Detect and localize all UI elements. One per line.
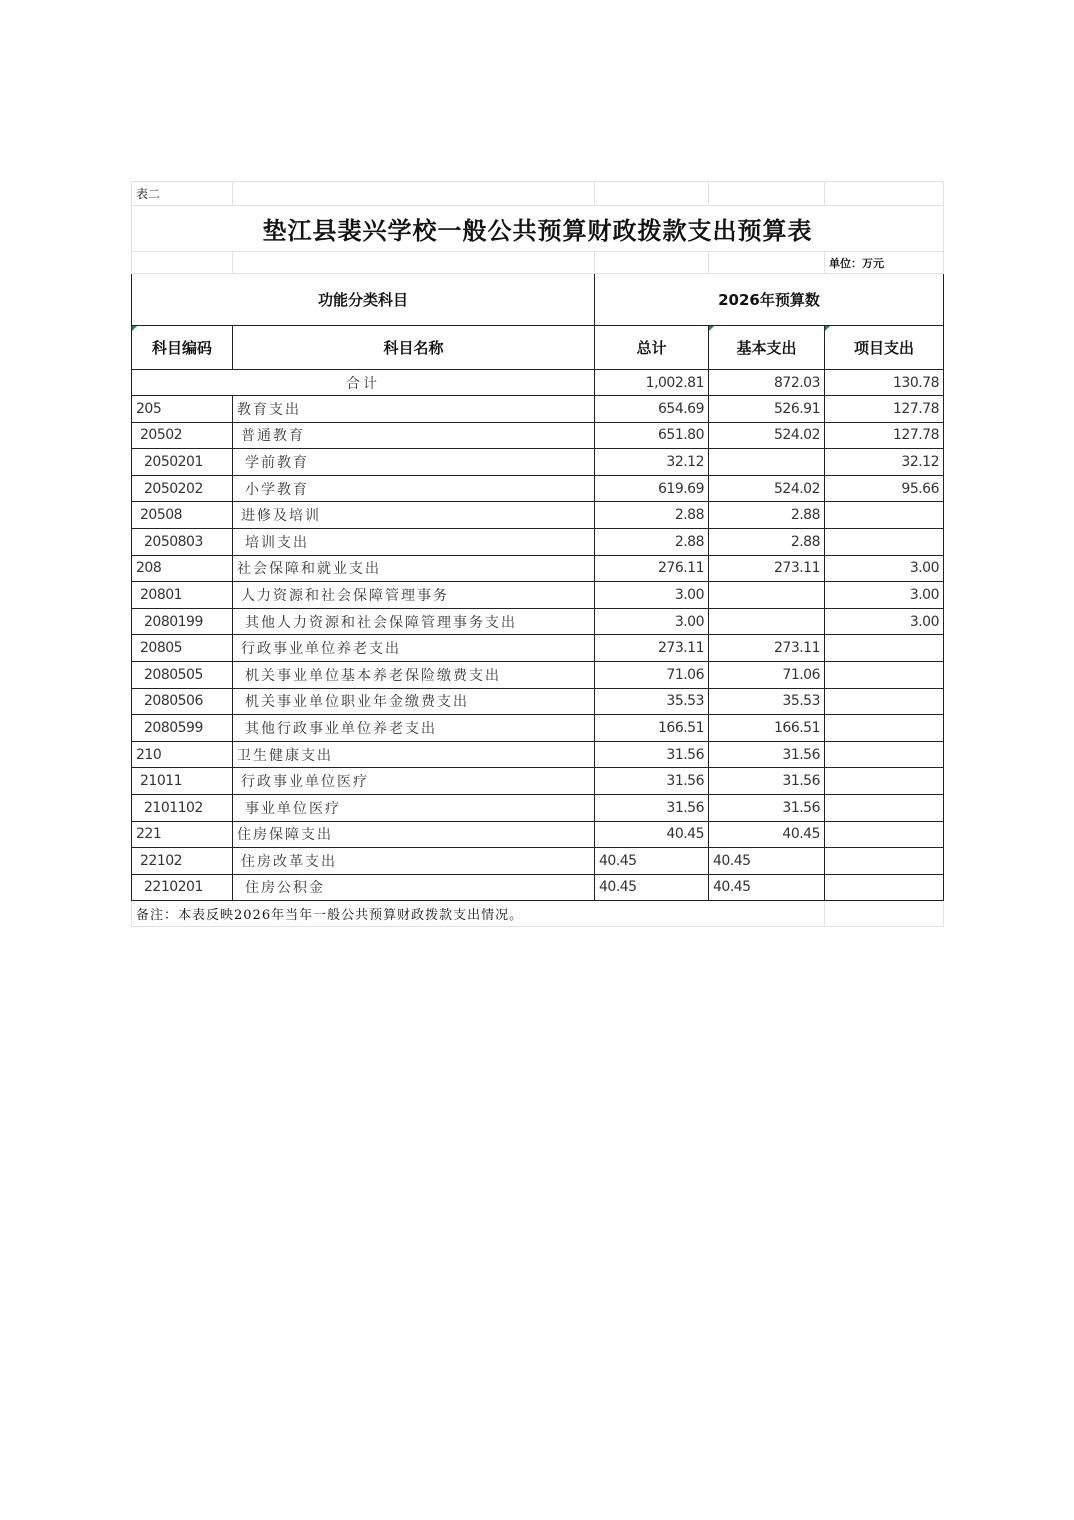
row-code: 2080599 <box>132 715 233 742</box>
table-row <box>132 582 944 609</box>
row-total: 3.00 <box>595 608 709 635</box>
row-code: 210 <box>132 741 233 768</box>
row-name: 机关事业单位基本养老保险缴费支出 <box>233 661 595 688</box>
row-basic: 273.11 <box>709 555 825 582</box>
row-basic: 526.91 <box>709 396 825 423</box>
row-total: 35.53 <box>595 688 709 715</box>
table-row <box>132 396 944 423</box>
row-total: 651.80 <box>595 422 709 449</box>
row-basic: 40.45 <box>709 848 825 875</box>
header-func-category: 功能分类科目 <box>132 274 595 326</box>
header-project: 项目支出 <box>825 326 944 370</box>
row-total: 276.11 <box>595 555 709 582</box>
header-name: 科目名称 <box>233 326 595 370</box>
row-total: 31.56 <box>595 768 709 795</box>
row-project <box>825 874 944 901</box>
title-row <box>132 206 944 252</box>
budget-rows <box>132 396 944 901</box>
row-code: 20805 <box>132 635 233 662</box>
table-row <box>132 528 944 555</box>
table-row <box>132 848 944 875</box>
row-code: 22102 <box>132 848 233 875</box>
row-basic: 40.45 <box>709 874 825 901</box>
row-code: 2080506 <box>132 688 233 715</box>
header-code: 科目编码 <box>132 326 233 370</box>
table-row <box>132 874 944 901</box>
row-total: 3.00 <box>595 582 709 609</box>
row-project <box>825 635 944 662</box>
row-basic: 524.02 <box>709 475 825 502</box>
row-project: 127.78 <box>825 396 944 423</box>
row-project: 3.00 <box>825 555 944 582</box>
row-name: 事业单位医疗 <box>233 794 595 821</box>
row-project: 127.78 <box>825 422 944 449</box>
header-row-2 <box>132 326 944 370</box>
row-total: 31.56 <box>595 741 709 768</box>
row-project <box>825 848 944 875</box>
row-basic: 31.56 <box>709 794 825 821</box>
row-total: 40.45 <box>595 874 709 901</box>
row-name: 其他人力资源和社会保障管理事务支出 <box>233 608 595 635</box>
row-total: 2.88 <box>595 528 709 555</box>
row-name: 住房保障支出 <box>233 821 595 848</box>
row-code: 20502 <box>132 422 233 449</box>
unit-label: 单位：万元 <box>825 252 944 274</box>
row-project: 95.66 <box>825 475 944 502</box>
row-code: 20801 <box>132 582 233 609</box>
table-row <box>132 635 944 662</box>
total-total: 1,002.81 <box>595 370 709 396</box>
row-project: 3.00 <box>825 582 944 609</box>
table-row <box>132 768 944 795</box>
table-note: 备注：本表反映2026年当年一般公共预算财政拨款支出情况。 <box>132 901 825 927</box>
row-name: 机关事业单位职业年金缴费支出 <box>233 688 595 715</box>
row-project <box>825 661 944 688</box>
row-basic <box>709 582 825 609</box>
table-tag: 表二 <box>132 182 233 206</box>
row-name: 社会保障和就业支出 <box>233 555 595 582</box>
row-basic: 31.56 <box>709 741 825 768</box>
row-total: 273.11 <box>595 635 709 662</box>
table-row <box>132 715 944 742</box>
row-basic: 273.11 <box>709 635 825 662</box>
row-basic: 2.88 <box>709 502 825 529</box>
row-project <box>825 502 944 529</box>
row-basic: 31.56 <box>709 768 825 795</box>
unit-row <box>132 252 944 274</box>
budget-table <box>131 181 944 927</box>
row-total: 619.69 <box>595 475 709 502</box>
table-row <box>132 794 944 821</box>
row-code: 2050803 <box>132 528 233 555</box>
table-row <box>132 502 944 529</box>
table-row <box>132 422 944 449</box>
row-project <box>825 821 944 848</box>
row-basic: 71.06 <box>709 661 825 688</box>
row-code: 20508 <box>132 502 233 529</box>
row-name: 住房公积金 <box>233 874 595 901</box>
total-basic: 872.03 <box>709 370 825 396</box>
header-budget-year: 2026年预算数 <box>595 274 944 326</box>
row-total: 40.45 <box>595 821 709 848</box>
row-project <box>825 768 944 795</box>
budget-sheet <box>131 181 943 927</box>
row-project <box>825 528 944 555</box>
table-row <box>132 661 944 688</box>
row-total: 166.51 <box>595 715 709 742</box>
table-row <box>132 688 944 715</box>
row-basic: 40.45 <box>709 821 825 848</box>
row-code: 2101102 <box>132 794 233 821</box>
note-row <box>132 901 944 927</box>
row-total: 31.56 <box>595 794 709 821</box>
row-name: 学前教育 <box>233 449 595 476</box>
row-name: 小学教育 <box>233 475 595 502</box>
row-total: 2.88 <box>595 502 709 529</box>
table-row <box>132 741 944 768</box>
row-name: 普通教育 <box>233 422 595 449</box>
row-basic: 35.53 <box>709 688 825 715</box>
row-name: 住房改革支出 <box>233 848 595 875</box>
table-row <box>132 555 944 582</box>
row-basic <box>709 449 825 476</box>
row-code: 2050201 <box>132 449 233 476</box>
row-basic: 2.88 <box>709 528 825 555</box>
row-name: 培训支出 <box>233 528 595 555</box>
row-total: 32.12 <box>595 449 709 476</box>
tag-row <box>132 182 944 206</box>
row-code: 221 <box>132 821 233 848</box>
row-code: 21011 <box>132 768 233 795</box>
row-project <box>825 794 944 821</box>
header-basic: 基本支出 <box>709 326 825 370</box>
row-name: 其他行政事业单位养老支出 <box>233 715 595 742</box>
row-code: 208 <box>132 555 233 582</box>
row-project: 3.00 <box>825 608 944 635</box>
row-basic <box>709 608 825 635</box>
row-project <box>825 688 944 715</box>
row-basic: 166.51 <box>709 715 825 742</box>
header-row-1 <box>132 274 944 326</box>
table-row <box>132 608 944 635</box>
table-row <box>132 821 944 848</box>
row-basic: 524.02 <box>709 422 825 449</box>
row-total: 654.69 <box>595 396 709 423</box>
row-project: 32.12 <box>825 449 944 476</box>
total-project: 130.78 <box>825 370 944 396</box>
header-total: 总计 <box>595 326 709 370</box>
row-code: 2080199 <box>132 608 233 635</box>
row-name: 卫生健康支出 <box>233 741 595 768</box>
row-project <box>825 715 944 742</box>
row-total: 71.06 <box>595 661 709 688</box>
row-name: 行政事业单位医疗 <box>233 768 595 795</box>
total-label: 合计 <box>132 370 595 396</box>
row-project <box>825 741 944 768</box>
table-row <box>132 449 944 476</box>
row-name: 人力资源和社会保障管理事务 <box>233 582 595 609</box>
row-name: 教育支出 <box>233 396 595 423</box>
row-code: 205 <box>132 396 233 423</box>
table-row <box>132 475 944 502</box>
row-code: 2050202 <box>132 475 233 502</box>
row-name: 行政事业单位养老支出 <box>233 635 595 662</box>
row-name: 进修及培训 <box>233 502 595 529</box>
row-code: 2080505 <box>132 661 233 688</box>
page-title: 垫江县裴兴学校一般公共预算财政拨款支出预算表 <box>132 206 944 252</box>
row-code: 2210201 <box>132 874 233 901</box>
row-total: 40.45 <box>595 848 709 875</box>
total-row <box>132 370 944 396</box>
